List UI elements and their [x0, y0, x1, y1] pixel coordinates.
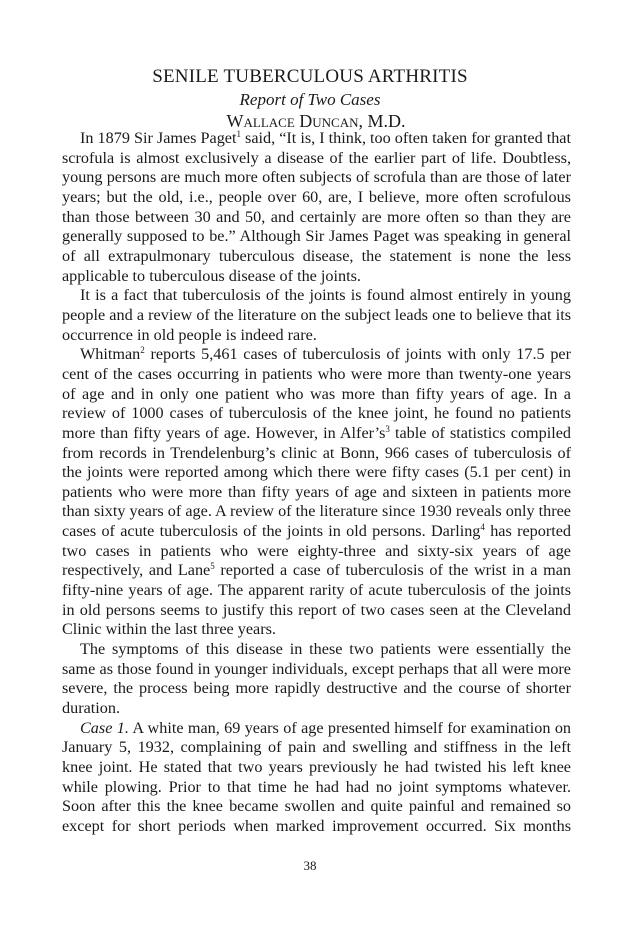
article-title: SENILE TUBERCULOUS ARTHRITIS: [152, 66, 468, 87]
page-number: 38: [303, 858, 317, 873]
paragraph-text: has reported two cases in patients who were eighty-three and sixty-six years of age respectively, and Lane: [62, 522, 571, 580]
paragraph-text: reported a case of tuberculosis of the wrist in a man fifty-nine years of age. The apparent rarity of acute tuberculosis of the joints in old persons seems to justify this report of two cases seen at the Cleveland Clinic within the last three years.: [62, 561, 571, 639]
paragraph-text: Whitman: [80, 345, 141, 364]
case-label: Case 1.: [80, 718, 129, 737]
footnote-ref: 4: [480, 522, 485, 533]
author-name: Wallace Duncan,: [226, 111, 363, 131]
paragraph-intro: [62, 129, 571, 286]
paragraph-text: said, “It is, I think, too often taken for granted that scrofula is almost exclusively a disease of the earlier part of life. Doubtless, young persons are much more often subjects of scrofula than are those of later years; but the old, i.e., people over 60, are, I believe, more often scrofulous than those between 30 and 50, and certainly are more often so than they are generally supposed to be.” Although Sir James Paget was speaking in general of all extrapulmonary tuberculous disease, the statement is none the less applicable to tuberculous disease of the joints.: [62, 129, 571, 285]
article-body: [62, 129, 571, 837]
paragraph-text: In 1879 Sir James Paget: [80, 129, 237, 147]
footnote-ref: 3: [385, 423, 390, 434]
paragraph-rarity: It is a fact that tuberculosis of the joints is found almost entirely in young people and a review of the literature on the subject leads one to believe that its occurrence in old people is indeed rare.: [62, 286, 571, 344]
article-subtitle: Report of Two Cases: [239, 90, 381, 109]
paragraph-text: reports 5,461 cases of tuberculosis of joints with only 17.5 per cent of the cases occurring in patients who were more than twenty-one years of age and in only one patient who was more than fifty years of age. In a review of 1000 cases of tuberculosis of the knee joint, he found no patients more than fifty years of age. However, in Alfer’s: [62, 345, 571, 442]
footnote-ref: 5: [210, 561, 215, 572]
paragraph-symptoms: The symptoms of this disease in these two patients were essentially the same as those found in younger individuals, except perhaps that all were more severe, the process being more rapidly destructive and the course of shorter duration.: [62, 640, 571, 718]
paragraph-case-1: [62, 719, 571, 837]
paragraph-literature: [62, 345, 571, 640]
paragraph-text: table of statistics compiled from records in Trendelenburg’s clinic at Bonn, 966 cases of tuberculosis of the joints were reported among which there were fifty cases (5.1 per cent) in patients who were more than fifty years of age and sixteen in patients more than sixty years of age. A review of the literature since 1930 reveals only three cases of acute tuberculosis of the joints in old persons. Darling: [62, 423, 572, 541]
footnote-ref: 1: [236, 129, 241, 139]
footnote-ref: 2: [140, 345, 145, 356]
paragraph-text: A white man, 69 years of age presented himself for examination on January 5, 1932, complaining of pain and swelling and stiffness in the left knee joint. He stated that two years previously he had twisted his left knee while plowing. Prior to that time he had had no joint symptoms whatever. Soon after this the knee became swollen and quite painful and remained so except for short periods when marked improvement occurred. Six months: [62, 718, 572, 835]
author-degree: M.D.: [367, 111, 406, 131]
